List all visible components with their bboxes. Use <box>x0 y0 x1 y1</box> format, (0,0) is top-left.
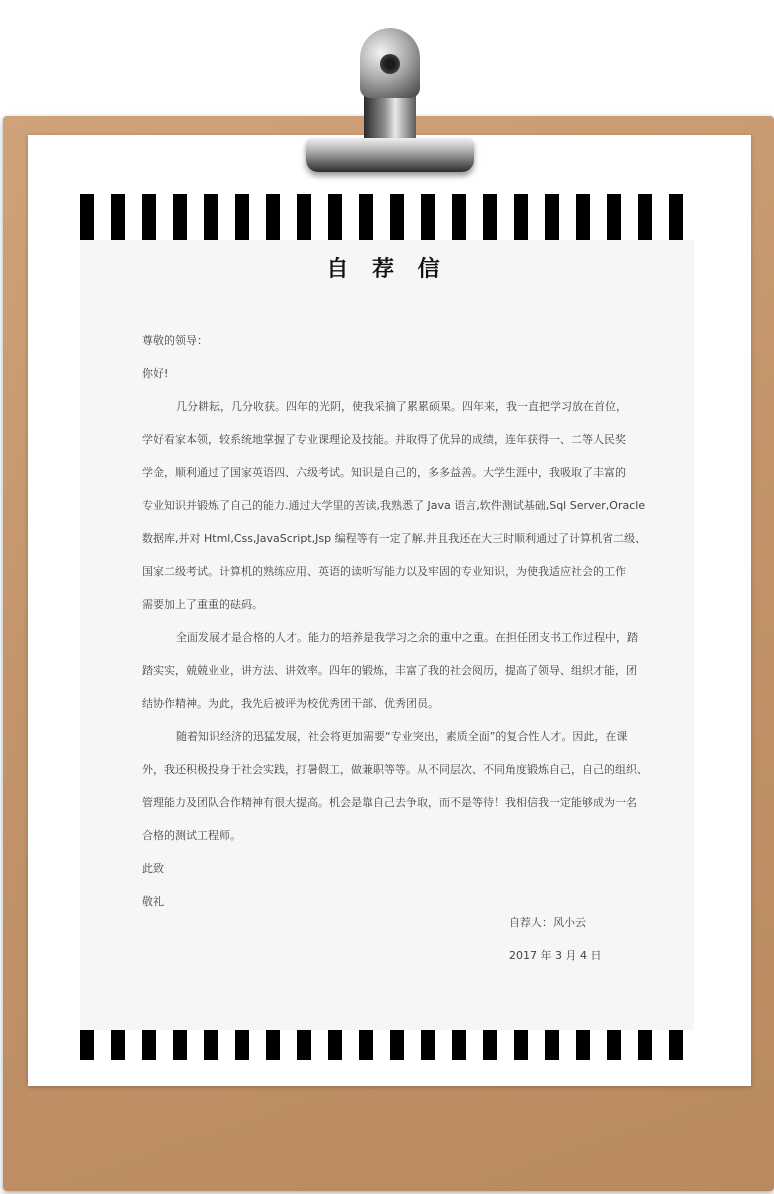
greeting: 你好! <box>142 367 169 380</box>
signer-name: 自荐人：风小云 <box>509 916 586 929</box>
paragraph-3-line: 随着知识经济的迅猛发展，社会将更加需要“专业突出，素质全面”的复合性人才。因此，在课 <box>176 730 628 743</box>
paragraph-2-line: 结协作精神。为此，我先后被评为校优秀团干部、优秀团员。 <box>142 697 439 710</box>
paragraph-1-line: 需要加上了重重的砝码。 <box>142 598 263 611</box>
paragraph-1-line: 几分耕耘，几分收获。四年的光阴，使我采摘了累累硕果。四年来，我一直把学习放在首位， <box>176 400 627 413</box>
binder-clip-icon <box>306 138 474 172</box>
paragraph-1-line: 学金，顺利通过了国家英语四、六级考试。知识是自己的，多多益善。大学生涯中，我吸取了丰富的 <box>142 466 626 479</box>
binder-clip-hole <box>380 54 400 74</box>
paragraph-2-line: 踏实实，兢兢业业，讲方法、讲效率。四年的锻炼，丰富了我的社会阅历，提高了领导、组织才能，团 <box>142 664 637 677</box>
paragraph-1-line: 专业知识并锻炼了自己的能力.通过大学里的苦读,我熟悉了 Java 语言,软件测试基础,Sql Server,Oracle <box>142 499 646 512</box>
paragraph-3-line: 合格的测试工程师。 <box>142 829 241 842</box>
paragraph-1-line: 数据库,并对 Html,Css,JavaScript,Jsp 编程等有一定了解.并且我还在大三时顺利通过了计算机省二级、 <box>142 532 647 545</box>
closing-line: 此致 <box>142 862 164 875</box>
paragraph-3-line: 外，我还积极投身于社会实践，打暑假工，做兼职等等。从不同层次、不同角度锻炼自己，自己的组织、 <box>142 763 648 776</box>
signature-block <box>509 912 601 978</box>
letter-title: 自 荐 信 <box>326 257 448 282</box>
paragraph-1-line: 学好看家本领，较系统地掌握了专业课理论及技能。并取得了优异的成绩，连年获得一、二等人民奖 <box>142 433 626 446</box>
paragraph-1-line: 国家二级考试。计算机的熟练应用、英语的读听写能力以及牢固的专业知识，为使我适应社会的工作 <box>142 565 626 578</box>
paragraph-3-line: 管理能力及团队合作精神有很大提高。机会是靠自己去争取，而不是等待！我相信我一定能够成为一名 <box>142 796 637 809</box>
salutation: 尊敬的领导： <box>142 334 208 347</box>
paragraph-2-line: 全面发展才是合格的人才。能力的培养是我学习之余的重中之重。在担任团支书工作过程中，踏 <box>176 631 638 644</box>
closing-line: 敬礼 <box>142 895 164 908</box>
top-stripe-border <box>80 194 694 240</box>
letter-date: 2017 年 3 月 4 日 <box>509 949 602 962</box>
letter-body <box>142 330 648 924</box>
bottom-stripe-border <box>80 1030 694 1060</box>
